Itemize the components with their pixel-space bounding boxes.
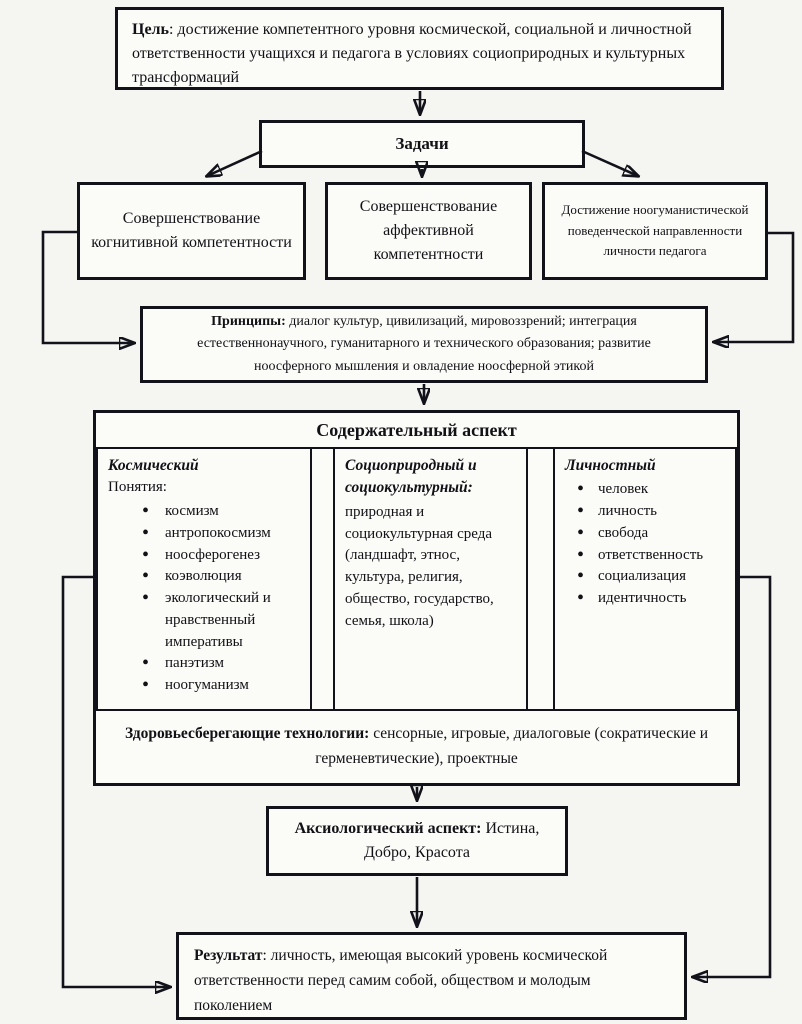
column-cosmic-heading: Космический — [108, 457, 199, 474]
technologies-label: Здоровьесберегающие технологии: — [124, 725, 370, 743]
column-cosmic — [96, 449, 312, 709]
column-personal-list — [565, 479, 727, 610]
list-item: • космизм — [142, 501, 302, 523]
axiology-text: Истина, Добро, Красота — [363, 820, 540, 861]
principles-text: диалог культур, цивилизаций, мировоззрений; интеграция естественнонаучного, гуманитарного и технического образования; развитие ноосферного мышления и овладение ноосферной этикой — [197, 313, 651, 374]
content-aspect-box — [93, 410, 740, 786]
list-item: • коэволюция — [142, 566, 302, 588]
column-socionatural-text: природная и социокультурная среда (ландшафт, этнос, культура, религия, общество, государство, семья, школа) — [345, 503, 494, 629]
task-box-cognitive — [77, 182, 306, 280]
result-box — [176, 932, 687, 1020]
column-cosmic-list — [108, 501, 302, 697]
axiology-label: Аксиологический аспект: — [294, 820, 482, 837]
list-item: • ноогуманизм — [142, 675, 302, 697]
list-item: • антропокосмизм — [142, 523, 302, 545]
task-noohumanistic-text: Достижение ноогуманистической поведенческой направленности личности педагога — [561, 201, 749, 259]
tasks-title: Задачи — [395, 134, 449, 153]
list-item: • идентичность — [577, 588, 727, 610]
content-columns — [96, 449, 737, 709]
technologies-text-wrap — [116, 722, 717, 772]
goal-box — [115, 7, 724, 90]
result-label: Результат — [194, 947, 263, 964]
list-item: • свобода — [577, 523, 727, 545]
column-socionatural — [333, 449, 528, 709]
goal-label: Цель — [132, 21, 169, 38]
list-item: • ноосферогенез — [142, 545, 302, 567]
principles-box — [140, 306, 708, 383]
column-cosmic-subheading: Понятия: — [108, 479, 167, 496]
column-personal-heading: Личностный — [565, 457, 656, 474]
task-box-affective — [325, 182, 532, 280]
technologies-text: сенсорные, игровые, диалоговые (сократические и герменевтические), проектные — [315, 725, 708, 767]
task-cognitive-text: Совершенствование когнитивной компетентности — [91, 210, 292, 251]
list-item: • личность — [577, 501, 727, 523]
list-item: • социализация — [577, 566, 727, 588]
result-text: : личность, имеющая высокий уровень космической ответственности перед самим собой, обществом и молодым поколением — [194, 947, 608, 1014]
list-item: • экологический и нравственный императивы — [142, 588, 302, 653]
list-item: • панэтизм — [142, 653, 302, 675]
content-aspect-header — [96, 413, 737, 449]
task-affective-text: Совершенствование аффективной компетентности — [359, 198, 498, 263]
column-personal — [553, 449, 737, 709]
goal-text: : достижение компетентного уровня космической, социальной и личностной ответственности учащихся и педагога в условиях социоприродных и культурных трансформаций — [132, 21, 692, 86]
list-item: • ответственность — [577, 545, 727, 567]
content-aspect-title: Содержательный аспект — [316, 419, 517, 440]
axiology-text-wrap — [279, 817, 555, 865]
technologies-row — [96, 709, 737, 783]
arrow-tasks-to-cognitive — [207, 151, 262, 176]
arrow-tasks-to-noohumanistic — [582, 151, 638, 176]
principles-text-wrap — [159, 311, 689, 378]
tasks-box — [259, 120, 585, 168]
task-box-noohumanistic — [542, 182, 768, 280]
principles-label: Принципы: — [211, 313, 286, 329]
column-socionatural-heading: Социоприродный и социокультурный: — [345, 457, 477, 497]
axiology-box — [266, 806, 568, 876]
list-item: • человек — [577, 479, 727, 501]
